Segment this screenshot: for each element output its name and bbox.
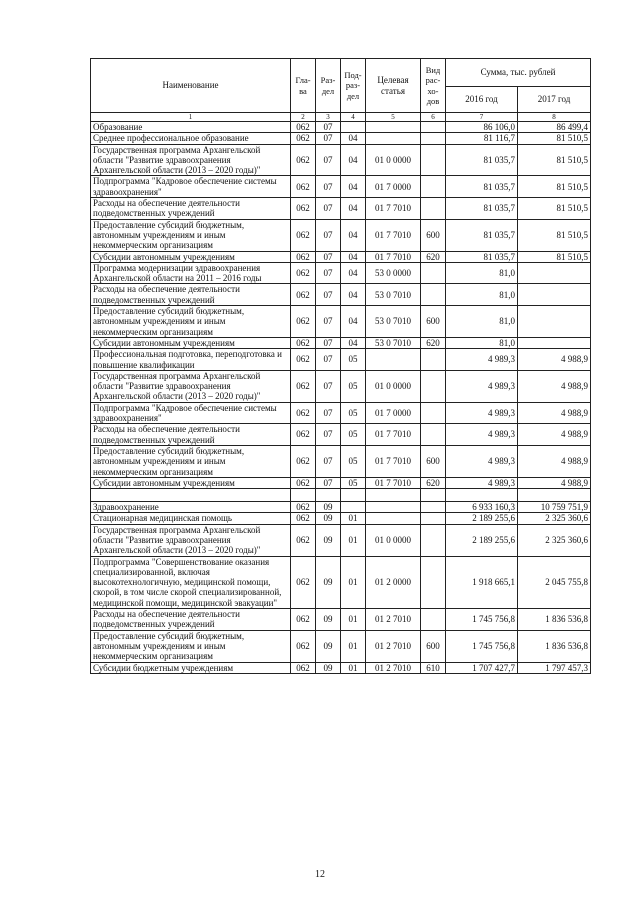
page-number: 12: [315, 869, 325, 880]
row-target-cell: [366, 502, 421, 513]
row-razdel-cell: 09: [316, 513, 341, 524]
row-expense-type-cell: [421, 609, 446, 631]
row-name-cell: Государственная программа Архангельской области "Развитие здравоохранения Архангельской области (2013 – 2020 годы)": [91, 370, 291, 402]
row-expense-type-cell: [421, 144, 446, 176]
row-glava-cell: 062: [291, 337, 316, 348]
row-expense-type-cell: 600: [421, 306, 446, 338]
row-sum-2017-cell: 81 510,5: [518, 198, 591, 220]
row-sum-2017-cell: 1 836 536,8: [518, 609, 591, 631]
row-podrazdel-cell: 04: [341, 262, 366, 284]
row-name-cell: Среднее профессиональное образование: [91, 133, 291, 144]
row-expense-type-cell: [421, 370, 446, 402]
row-name-cell: Образование: [91, 122, 291, 133]
row-name-cell: Предоставление субсидий бюджетным, автономным учреждениям и иным некоммерческим организациям: [91, 219, 291, 251]
row-target-cell: 01 7 7010: [366, 445, 421, 477]
row-target-cell: 01 7 7010: [366, 219, 421, 251]
table-row: [91, 349, 591, 371]
row-razdel-cell: 07: [316, 477, 341, 488]
row-sum-2016-cell: 1 707 427,7: [446, 662, 518, 673]
index-cell: 4: [341, 113, 366, 122]
empty-cell: [341, 489, 366, 502]
row-podrazdel-cell: 05: [341, 477, 366, 488]
row-sum-2017-cell: 4 988,9: [518, 445, 591, 477]
row-sum-2017-cell: 10 759 751,9: [518, 502, 591, 513]
row-sum-2016-cell: 81 116,7: [446, 133, 518, 144]
row-podrazdel-cell: 05: [341, 370, 366, 402]
row-sum-2016-cell: 81,0: [446, 337, 518, 348]
row-razdel-cell: 07: [316, 402, 341, 424]
index-cell: 1: [91, 113, 291, 122]
row-expense-type-cell: 600: [421, 445, 446, 477]
row-glava-cell: 062: [291, 349, 316, 371]
row-sum-2017-cell: 2 045 755,8: [518, 556, 591, 608]
table-row: [91, 445, 591, 477]
row-name-cell: Расходы на обеспечение деятельности подведомственных учреждений: [91, 424, 291, 446]
row-podrazdel-cell: 05: [341, 424, 366, 446]
row-sum-2016-cell: 86 106,0: [446, 122, 518, 133]
row-target-cell: 01 7 0000: [366, 402, 421, 424]
row-sum-2016-cell: 81 035,7: [446, 176, 518, 198]
row-expense-type-cell: 620: [421, 337, 446, 348]
row-sum-2017-cell: 2 325 360,6: [518, 524, 591, 556]
spacer-row: [91, 489, 591, 502]
row-sum-2016-cell: 81 035,7: [446, 144, 518, 176]
row-expense-type-cell: [421, 513, 446, 524]
row-sum-2017-cell: 4 988,9: [518, 424, 591, 446]
row-glava-cell: 062: [291, 524, 316, 556]
row-podrazdel-cell: 04: [341, 144, 366, 176]
row-podrazdel-cell: 05: [341, 402, 366, 424]
empty-cell: [421, 489, 446, 502]
row-sum-2017-cell: 81 510,5: [518, 133, 591, 144]
row-target-cell: 01 7 7010: [366, 477, 421, 488]
row-target-cell: 01 0 0000: [366, 144, 421, 176]
row-razdel-cell: 07: [316, 337, 341, 348]
row-razdel-cell: 07: [316, 306, 341, 338]
empty-cell: [316, 489, 341, 502]
row-razdel-cell: 09: [316, 662, 341, 673]
row-razdel-cell: 07: [316, 424, 341, 446]
row-sum-2016-cell: 4 989,3: [446, 424, 518, 446]
row-sum-2016-cell: 2 189 255,6: [446, 513, 518, 524]
row-razdel-cell: 07: [316, 251, 341, 262]
table-row: [91, 524, 591, 556]
row-razdel-cell: 07: [316, 198, 341, 220]
row-target-cell: 01 7 7010: [366, 198, 421, 220]
row-sum-2016-cell: 4 989,3: [446, 349, 518, 371]
row-glava-cell: 062: [291, 424, 316, 446]
row-podrazdel-cell: [341, 502, 366, 513]
row-target-cell: 53 0 7010: [366, 284, 421, 306]
table-row: [91, 251, 591, 262]
row-sum-2016-cell: 81,0: [446, 284, 518, 306]
row-glava-cell: 062: [291, 251, 316, 262]
header-razdel: Раз-дел: [316, 59, 341, 113]
row-razdel-cell: 09: [316, 630, 341, 662]
row-glava-cell: 062: [291, 513, 316, 524]
table-row: [91, 133, 591, 144]
row-razdel-cell: 07: [316, 370, 341, 402]
row-razdel-cell: 07: [316, 133, 341, 144]
row-name-cell: Субсидии автономным учреждениям: [91, 251, 291, 262]
row-target-cell: [366, 513, 421, 524]
row-podrazdel-cell: 04: [341, 251, 366, 262]
row-target-cell: 01 0 0000: [366, 370, 421, 402]
row-glava-cell: 062: [291, 502, 316, 513]
row-sum-2017-cell: 4 988,9: [518, 402, 591, 424]
index-cell: 8: [518, 113, 591, 122]
row-sum-2017-cell: 4 988,9: [518, 349, 591, 371]
row-name-cell: Расходы на обеспечение деятельности подведомственных учреждений: [91, 198, 291, 220]
row-glava-cell: 062: [291, 262, 316, 284]
row-expense-type-cell: [421, 284, 446, 306]
row-sum-2016-cell: 81,0: [446, 306, 518, 338]
row-sum-2017-cell: 4 988,9: [518, 477, 591, 488]
row-sum-2016-cell: 81 035,7: [446, 219, 518, 251]
table-row: [91, 176, 591, 198]
row-target-cell: [366, 133, 421, 144]
header-glava: Гла-ва: [291, 59, 316, 113]
row-podrazdel-cell: 04: [341, 306, 366, 338]
table-body: [91, 122, 591, 674]
index-cell: 3: [316, 113, 341, 122]
row-name-cell: Предоставление субсидий бюджетным, автономным учреждениям и иным некоммерческим организациям: [91, 630, 291, 662]
row-sum-2016-cell: 4 989,3: [446, 370, 518, 402]
header-target-article: Целевая статья: [366, 59, 421, 113]
row-target-cell: 53 0 7010: [366, 306, 421, 338]
row-name-cell: Государственная программа Архангельской области "Развитие здравоохранения Архангельской области (2013 – 2020 годы)": [91, 144, 291, 176]
header-expense-type: Вид рас-хо-дов: [421, 59, 446, 113]
row-target-cell: 01 2 7010: [366, 609, 421, 631]
row-expense-type-cell: 620: [421, 477, 446, 488]
row-target-cell: 01 7 0000: [366, 176, 421, 198]
row-razdel-cell: 07: [316, 144, 341, 176]
row-expense-type-cell: [421, 402, 446, 424]
table-row: [91, 144, 591, 176]
row-sum-2016-cell: 2 189 255,6: [446, 524, 518, 556]
row-sum-2016-cell: 1 918 665,1: [446, 556, 518, 608]
row-glava-cell: 062: [291, 477, 316, 488]
table-row: [91, 337, 591, 348]
row-expense-type-cell: 610: [421, 662, 446, 673]
table-row: [91, 306, 591, 338]
row-expense-type-cell: [421, 424, 446, 446]
row-expense-type-cell: [421, 502, 446, 513]
row-razdel-cell: 07: [316, 122, 341, 133]
row-target-cell: 01 2 7010: [366, 630, 421, 662]
row-expense-type-cell: [421, 524, 446, 556]
row-sum-2017-cell: 81 510,5: [518, 219, 591, 251]
row-expense-type-cell: 600: [421, 630, 446, 662]
row-glava-cell: 062: [291, 219, 316, 251]
row-name-cell: Расходы на обеспечение деятельности подведомственных учреждений: [91, 609, 291, 631]
row-glava-cell: 062: [291, 609, 316, 631]
row-razdel-cell: 07: [316, 445, 341, 477]
row-razdel-cell: 07: [316, 349, 341, 371]
row-podrazdel-cell: 04: [341, 337, 366, 348]
row-sum-2017-cell: 1 797 457,3: [518, 662, 591, 673]
row-sum-2017-cell: 4 988,9: [518, 370, 591, 402]
table-row: [91, 370, 591, 402]
row-razdel-cell: 07: [316, 284, 341, 306]
row-glava-cell: 062: [291, 144, 316, 176]
row-name-cell: Здравоохранение: [91, 502, 291, 513]
budget-sheet: [90, 58, 590, 674]
table-row: [91, 198, 591, 220]
row-name-cell: Подпрограмма "Кадровое обеспечение системы здравоохранения": [91, 402, 291, 424]
row-target-cell: 53 0 0000: [366, 262, 421, 284]
row-expense-type-cell: [421, 133, 446, 144]
row-podrazdel-cell: 04: [341, 198, 366, 220]
row-sum-2017-cell: [518, 262, 591, 284]
row-expense-type-cell: [421, 556, 446, 608]
row-razdel-cell: 07: [316, 176, 341, 198]
row-sum-2017-cell: 81 510,5: [518, 144, 591, 176]
row-name-cell: Профессиональная подготовка, переподготовка и повышение квалификации: [91, 349, 291, 371]
row-podrazdel-cell: 01: [341, 513, 366, 524]
row-target-cell: 01 7 7010: [366, 424, 421, 446]
row-glava-cell: 062: [291, 556, 316, 608]
row-sum-2017-cell: 1 836 536,8: [518, 630, 591, 662]
row-expense-type-cell: [421, 262, 446, 284]
row-expense-type-cell: 600: [421, 219, 446, 251]
row-razdel-cell: 09: [316, 609, 341, 631]
row-name-cell: Субсидии автономным учреждениям: [91, 477, 291, 488]
row-target-cell: 53 0 7010: [366, 337, 421, 348]
row-sum-2017-cell: [518, 306, 591, 338]
row-name-cell: Субсидии бюджетным учреждениям: [91, 662, 291, 673]
row-sum-2016-cell: 4 989,3: [446, 445, 518, 477]
row-glava-cell: 062: [291, 284, 316, 306]
row-podrazdel-cell: [341, 122, 366, 133]
table-row: [91, 662, 591, 673]
row-glava-cell: 062: [291, 370, 316, 402]
header-year-2017: 2017 год: [518, 87, 591, 113]
table-row: [91, 219, 591, 251]
index-cell: 2: [291, 113, 316, 122]
row-sum-2017-cell: 81 510,5: [518, 176, 591, 198]
row-razdel-cell: 07: [316, 262, 341, 284]
row-glava-cell: 062: [291, 122, 316, 133]
row-expense-type-cell: [421, 349, 446, 371]
empty-cell: [291, 489, 316, 502]
table-row: [91, 262, 591, 284]
row-podrazdel-cell: 01: [341, 524, 366, 556]
row-sum-2017-cell: [518, 337, 591, 348]
row-target-cell: [366, 122, 421, 133]
row-expense-type-cell: [421, 176, 446, 198]
table-row: [91, 402, 591, 424]
row-razdel-cell: 09: [316, 502, 341, 513]
row-sum-2016-cell: 1 745 756,8: [446, 609, 518, 631]
row-glava-cell: 062: [291, 306, 316, 338]
empty-cell: [446, 489, 518, 502]
row-sum-2016-cell: 4 989,3: [446, 477, 518, 488]
row-podrazdel-cell: 04: [341, 176, 366, 198]
row-razdel-cell: 07: [316, 219, 341, 251]
row-name-cell: Программа модернизации здравоохранения Архангельской области на 2011 – 2016 годы: [91, 262, 291, 284]
table-header: [91, 59, 591, 122]
row-name-cell: Предоставление субсидий бюджетным, автономным учреждениям и иным некоммерческим организациям: [91, 306, 291, 338]
row-expense-type-cell: [421, 198, 446, 220]
row-name-cell: Стационарная медицинская помощь: [91, 513, 291, 524]
index-cell: 6: [421, 113, 446, 122]
row-name-cell: Субсидии автономным учреждениям: [91, 337, 291, 348]
row-podrazdel-cell: 01: [341, 609, 366, 631]
row-podrazdel-cell: 04: [341, 133, 366, 144]
row-razdel-cell: 09: [316, 524, 341, 556]
table-row: [91, 513, 591, 524]
row-podrazdel-cell: 05: [341, 445, 366, 477]
index-cell: 7: [446, 113, 518, 122]
row-sum-2016-cell: 1 745 756,8: [446, 630, 518, 662]
table-row: [91, 477, 591, 488]
row-podrazdel-cell: 05: [341, 349, 366, 371]
row-name-cell: Расходы на обеспечение деятельности подведомственных учреждений: [91, 284, 291, 306]
row-sum-2017-cell: 86 499,4: [518, 122, 591, 133]
empty-cell: [366, 489, 421, 502]
row-sum-2017-cell: 81 510,5: [518, 251, 591, 262]
table-row: [91, 609, 591, 631]
table-row: [91, 556, 591, 608]
row-podrazdel-cell: 01: [341, 556, 366, 608]
row-name-cell: Подпрограмма "Совершенствование оказания специализированной, включая высокотехнологичную, медицинской помощи, скорой, в том числе скорой специализированной, медицинской помощи, медицинской эвакуации": [91, 556, 291, 608]
row-name-cell: Предоставление субсидий бюджетным, автономным учреждениям и иным некоммерческим организациям: [91, 445, 291, 477]
table-row: [91, 284, 591, 306]
header-sum: Сумма, тыс. рублей: [446, 59, 591, 87]
table-row: [91, 630, 591, 662]
header-index-row: [91, 113, 591, 122]
row-target-cell: 01 7 7010: [366, 251, 421, 262]
row-sum-2016-cell: 81 035,7: [446, 251, 518, 262]
row-expense-type-cell: 620: [421, 251, 446, 262]
row-sum-2017-cell: [518, 284, 591, 306]
row-target-cell: 01 2 7010: [366, 662, 421, 673]
budget-table: [90, 58, 591, 674]
row-podrazdel-cell: 04: [341, 219, 366, 251]
row-target-cell: [366, 349, 421, 371]
row-sum-2016-cell: 4 989,3: [446, 402, 518, 424]
table-row: [91, 424, 591, 446]
row-razdel-cell: 09: [316, 556, 341, 608]
row-sum-2016-cell: 81,0: [446, 262, 518, 284]
row-sum-2016-cell: 81 035,7: [446, 198, 518, 220]
row-glava-cell: 062: [291, 176, 316, 198]
row-target-cell: 01 0 0000: [366, 524, 421, 556]
header-year-2016: 2016 год: [446, 87, 518, 113]
row-podrazdel-cell: 01: [341, 630, 366, 662]
row-expense-type-cell: [421, 122, 446, 133]
index-cell: 5: [366, 113, 421, 122]
row-glava-cell: 062: [291, 445, 316, 477]
row-name-cell: Подпрограмма "Кадровое обеспечение системы здравоохранения": [91, 176, 291, 198]
row-podrazdel-cell: 01: [341, 662, 366, 673]
header-podrazdel: Под-раз-дел: [341, 59, 366, 113]
row-podrazdel-cell: 04: [341, 284, 366, 306]
empty-cell: [518, 489, 591, 502]
table-row: [91, 502, 591, 513]
row-glava-cell: 062: [291, 133, 316, 144]
row-glava-cell: 062: [291, 630, 316, 662]
row-glava-cell: 062: [291, 402, 316, 424]
row-sum-2017-cell: 2 325 360,6: [518, 513, 591, 524]
row-name-cell: Государственная программа Архангельской области "Развитие здравоохранения Архангельской области (2013 – 2020 годы)": [91, 524, 291, 556]
row-sum-2016-cell: 6 933 160,3: [446, 502, 518, 513]
row-glava-cell: 062: [291, 198, 316, 220]
header-name: Наименование: [91, 59, 291, 113]
empty-cell: [91, 489, 291, 502]
row-target-cell: 01 2 0000: [366, 556, 421, 608]
row-glava-cell: 062: [291, 662, 316, 673]
table-row: [91, 122, 591, 133]
